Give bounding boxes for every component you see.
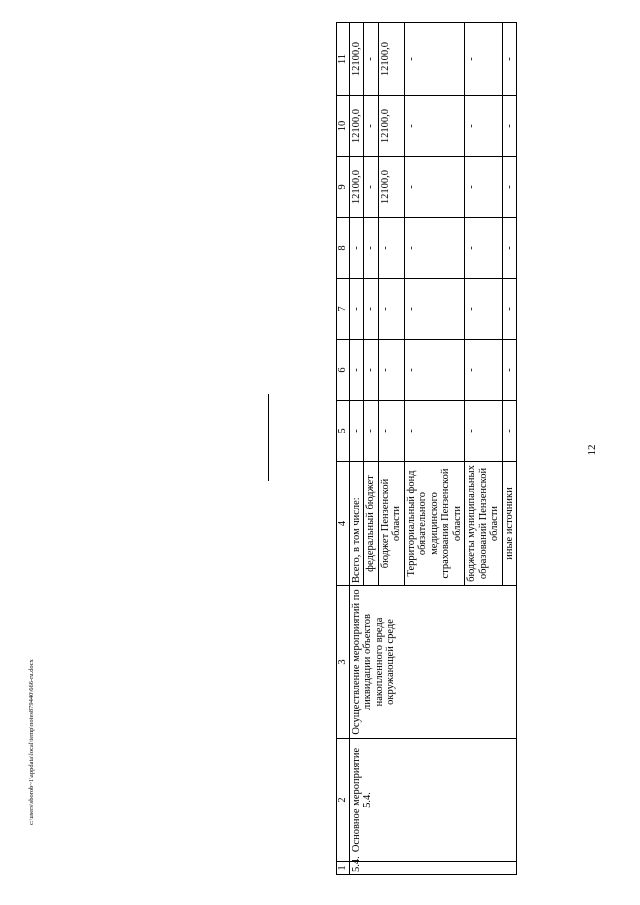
table-cell: - [364,218,379,279]
table-cell: - [404,279,465,340]
table-cell: 12100,0 [378,96,404,157]
table-cell: - [465,401,503,462]
table-cell: - [502,23,517,96]
table-cell: - [404,340,465,401]
column-number: 6 [337,340,350,401]
funding-source: бюджет Пензенской области [378,462,404,586]
item-description: Осуществление мероприятий по ликвидации объектов накопленного вреда окружающей среде [349,586,517,739]
table-cell: - [465,23,503,96]
funding-source: федеральный бюджет [364,462,379,586]
table-cell: - [378,340,404,401]
table-cell: - [502,96,517,157]
table-cell: - [502,340,517,401]
table-cell: - [349,340,364,401]
column-number: 9 [337,157,350,218]
funding-source: бюджеты муниципальных образований Пензенской области [465,462,503,586]
table-cell: - [364,401,379,462]
table-cell: - [364,340,379,401]
column-number-row [337,23,350,875]
table-cell: - [465,157,503,218]
column-number: 1 [337,862,350,875]
column-number: 2 [337,739,350,862]
table-cell: - [378,401,404,462]
table-cell: - [502,401,517,462]
column-number: 5 [337,401,350,462]
program-table [336,22,517,875]
footer-file-path: c:\users\sborob~1\appdata\local\temp\notes879440\666-ru.docx [28,659,35,825]
table-cell: 12100,0 [349,157,364,218]
table-cell: - [404,23,465,96]
table-cell: - [502,218,517,279]
table-cell: - [404,401,465,462]
table-cell: 12100,0 [378,157,404,218]
column-number: 7 [337,279,350,340]
table-cell: 12100,0 [378,23,404,96]
table-cell: - [364,279,379,340]
column-number: 3 [337,586,350,739]
table-cell: - [502,279,517,340]
table-row [349,23,364,875]
table-cell: - [349,401,364,462]
page-number: 12 [586,444,598,456]
table-cell: - [378,218,404,279]
table-cell: - [465,340,503,401]
table-cell: - [465,218,503,279]
table-cell: - [349,279,364,340]
column-number: 11 [337,23,350,96]
item-number: 5.4. [349,862,517,875]
column-number: 10 [337,96,350,157]
table-cell: 12100,0 [349,96,364,157]
table-cell: - [404,218,465,279]
table-cell: - [349,218,364,279]
column-number: 4 [337,462,350,586]
table-cell: - [364,23,379,96]
funding-source: Территориальный фонд обязательного медицинского страхования Пензенской области [404,462,465,586]
table-cell: - [465,279,503,340]
table-cell: - [465,96,503,157]
table-cell: - [404,157,465,218]
table-cell: - [404,96,465,157]
funding-source: иные источники [502,462,517,586]
table-cell: 12100,0 [349,23,364,96]
column-number: 8 [337,218,350,279]
table-cell: - [364,157,379,218]
table-cell: - [364,96,379,157]
item-name: Основное мероприятие 5.4. [349,739,517,862]
table-cell: - [502,157,517,218]
funding-source: Всего, в том числе: [349,462,364,586]
table-cell: - [378,279,404,340]
separator-line [268,394,269,481]
